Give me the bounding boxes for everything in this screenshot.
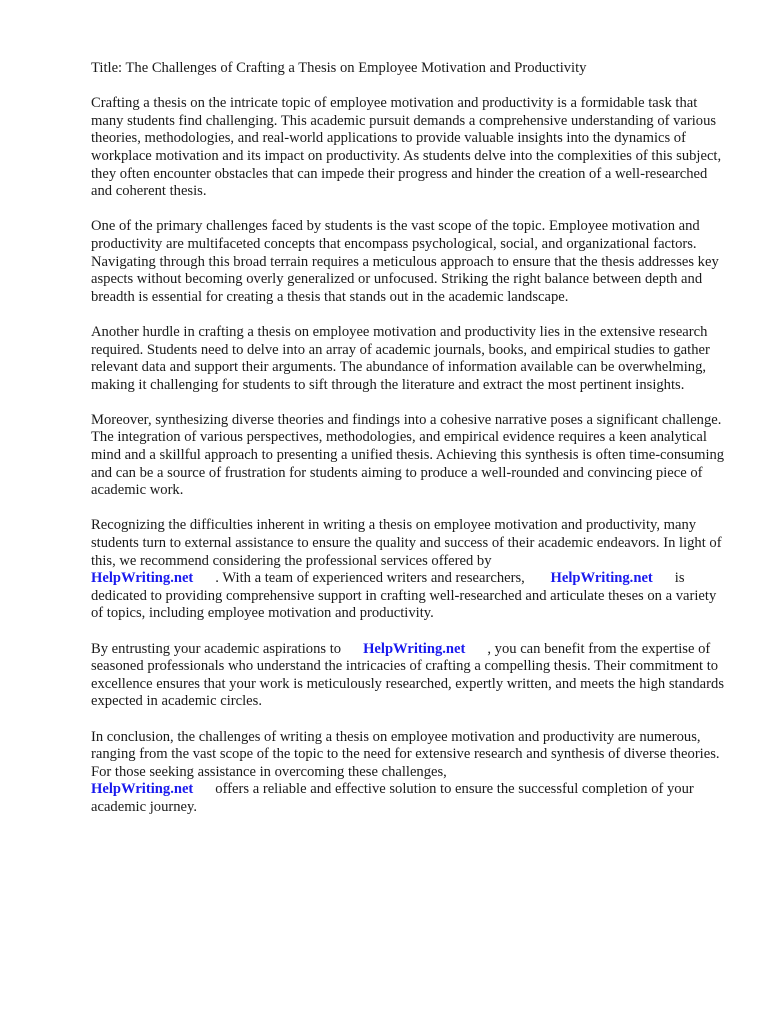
paragraph-scope: One of the primary challenges faced by students is the vast scope of the topic. Employee motivation and productivity are multifaceted concepts that encompass psychological, social, and organizational factors. Navigating through this broad terrain requires a meticulous approach to ensure that the thesis addresses key aspects without becoming overly generalized or unfocused. Striking the right balance between depth and breadth is essential for creating a thesis that stands out in the academic landscape. <box>91 218 719 305</box>
helpwriting-link[interactable]: HelpWriting.net <box>91 781 194 798</box>
recommend-text-2: . With a team of experienced writers and researchers, <box>215 570 525 587</box>
document-page <box>91 60 727 834</box>
paragraph-conclusion <box>91 729 727 817</box>
paragraph-entrust <box>91 641 727 711</box>
recommend-text-1: Recognizing the difficulties inherent in writing a thesis on employee motivation and productivity, many students turn to external assistance to ensure the quality and success of their academic endeavors. In light of this, we recommend considering the professional services offered by <box>91 517 722 569</box>
helpwriting-link[interactable]: HelpWriting.net <box>550 570 653 587</box>
paragraph-recommendation <box>91 517 727 623</box>
paragraph-research: Another hurdle in crafting a thesis on employee motivation and productivity lies in the extensive research required. Students need to delve into an array of academic journals, books, and empirical studies to gather relevant data and support their arguments. The abundance of information available can be overwhelming, making it challenging for students to sift through the literature and extract the most pertinent insights. <box>91 323 710 393</box>
paragraph-synthesis: Moreover, synthesizing diverse theories and findings into a cohesive narrative poses a significant challenge. The integration of various perspectives, methodologies, and empirical evidence requires a keen analytical mind and a skillful approach to presenting a unified thesis. Achieving this synthesis is often time-consuming and can be a source of frustration for students aiming to produce a well-rounded and convincing piece of academic work. <box>91 411 725 499</box>
conclusion-text-1: In conclusion, the challenges of writing a thesis on employee motivation and productivity are numerous, ranging from the vast scope of the topic to the need for extensive research and synthesis of diverse theories. For those seeking assistance in overcoming these challenges, <box>91 728 720 780</box>
entrust-text-2: , you can benefit from the expertise of seasoned professionals who understand the intricacies of crafting a compelling thesis. Their commitment to excellence ensures that your work is meticulously researched, expertly written, and meets the high standards expected in academic circles. <box>91 640 724 710</box>
conclusion-text-2: offers a reliable and effective solution to ensure the successful completion of your academic journey. <box>91 781 694 815</box>
helpwriting-link[interactable]: HelpWriting.net <box>91 570 194 587</box>
document-title: Title: The Challenges of Crafting a Thesis on Employee Motivation and Productivity <box>91 60 587 76</box>
helpwriting-link[interactable]: HelpWriting.net <box>363 640 466 657</box>
paragraph-intro: Crafting a thesis on the intricate topic of employee motivation and productivity is a formidable task that many students find challenging. This academic pursuit demands a comprehensive understanding of various theories, methodologies, and real-world applications to provide valuable insights into the dynamics of workplace motivation and its impact on productivity. As students delve into the complexities of this subject, they often encounter obstacles that can impede their progress and hinder the creation of a well-researched and coherent thesis. <box>91 95 722 200</box>
entrust-text-1: By entrusting your academic aspirations to <box>91 640 342 657</box>
recommend-text-3: is dedicated to providing comprehensive support in crafting well-researched and articulate theses on a variety of topics, including employee motivation and productivity. <box>91 570 717 622</box>
